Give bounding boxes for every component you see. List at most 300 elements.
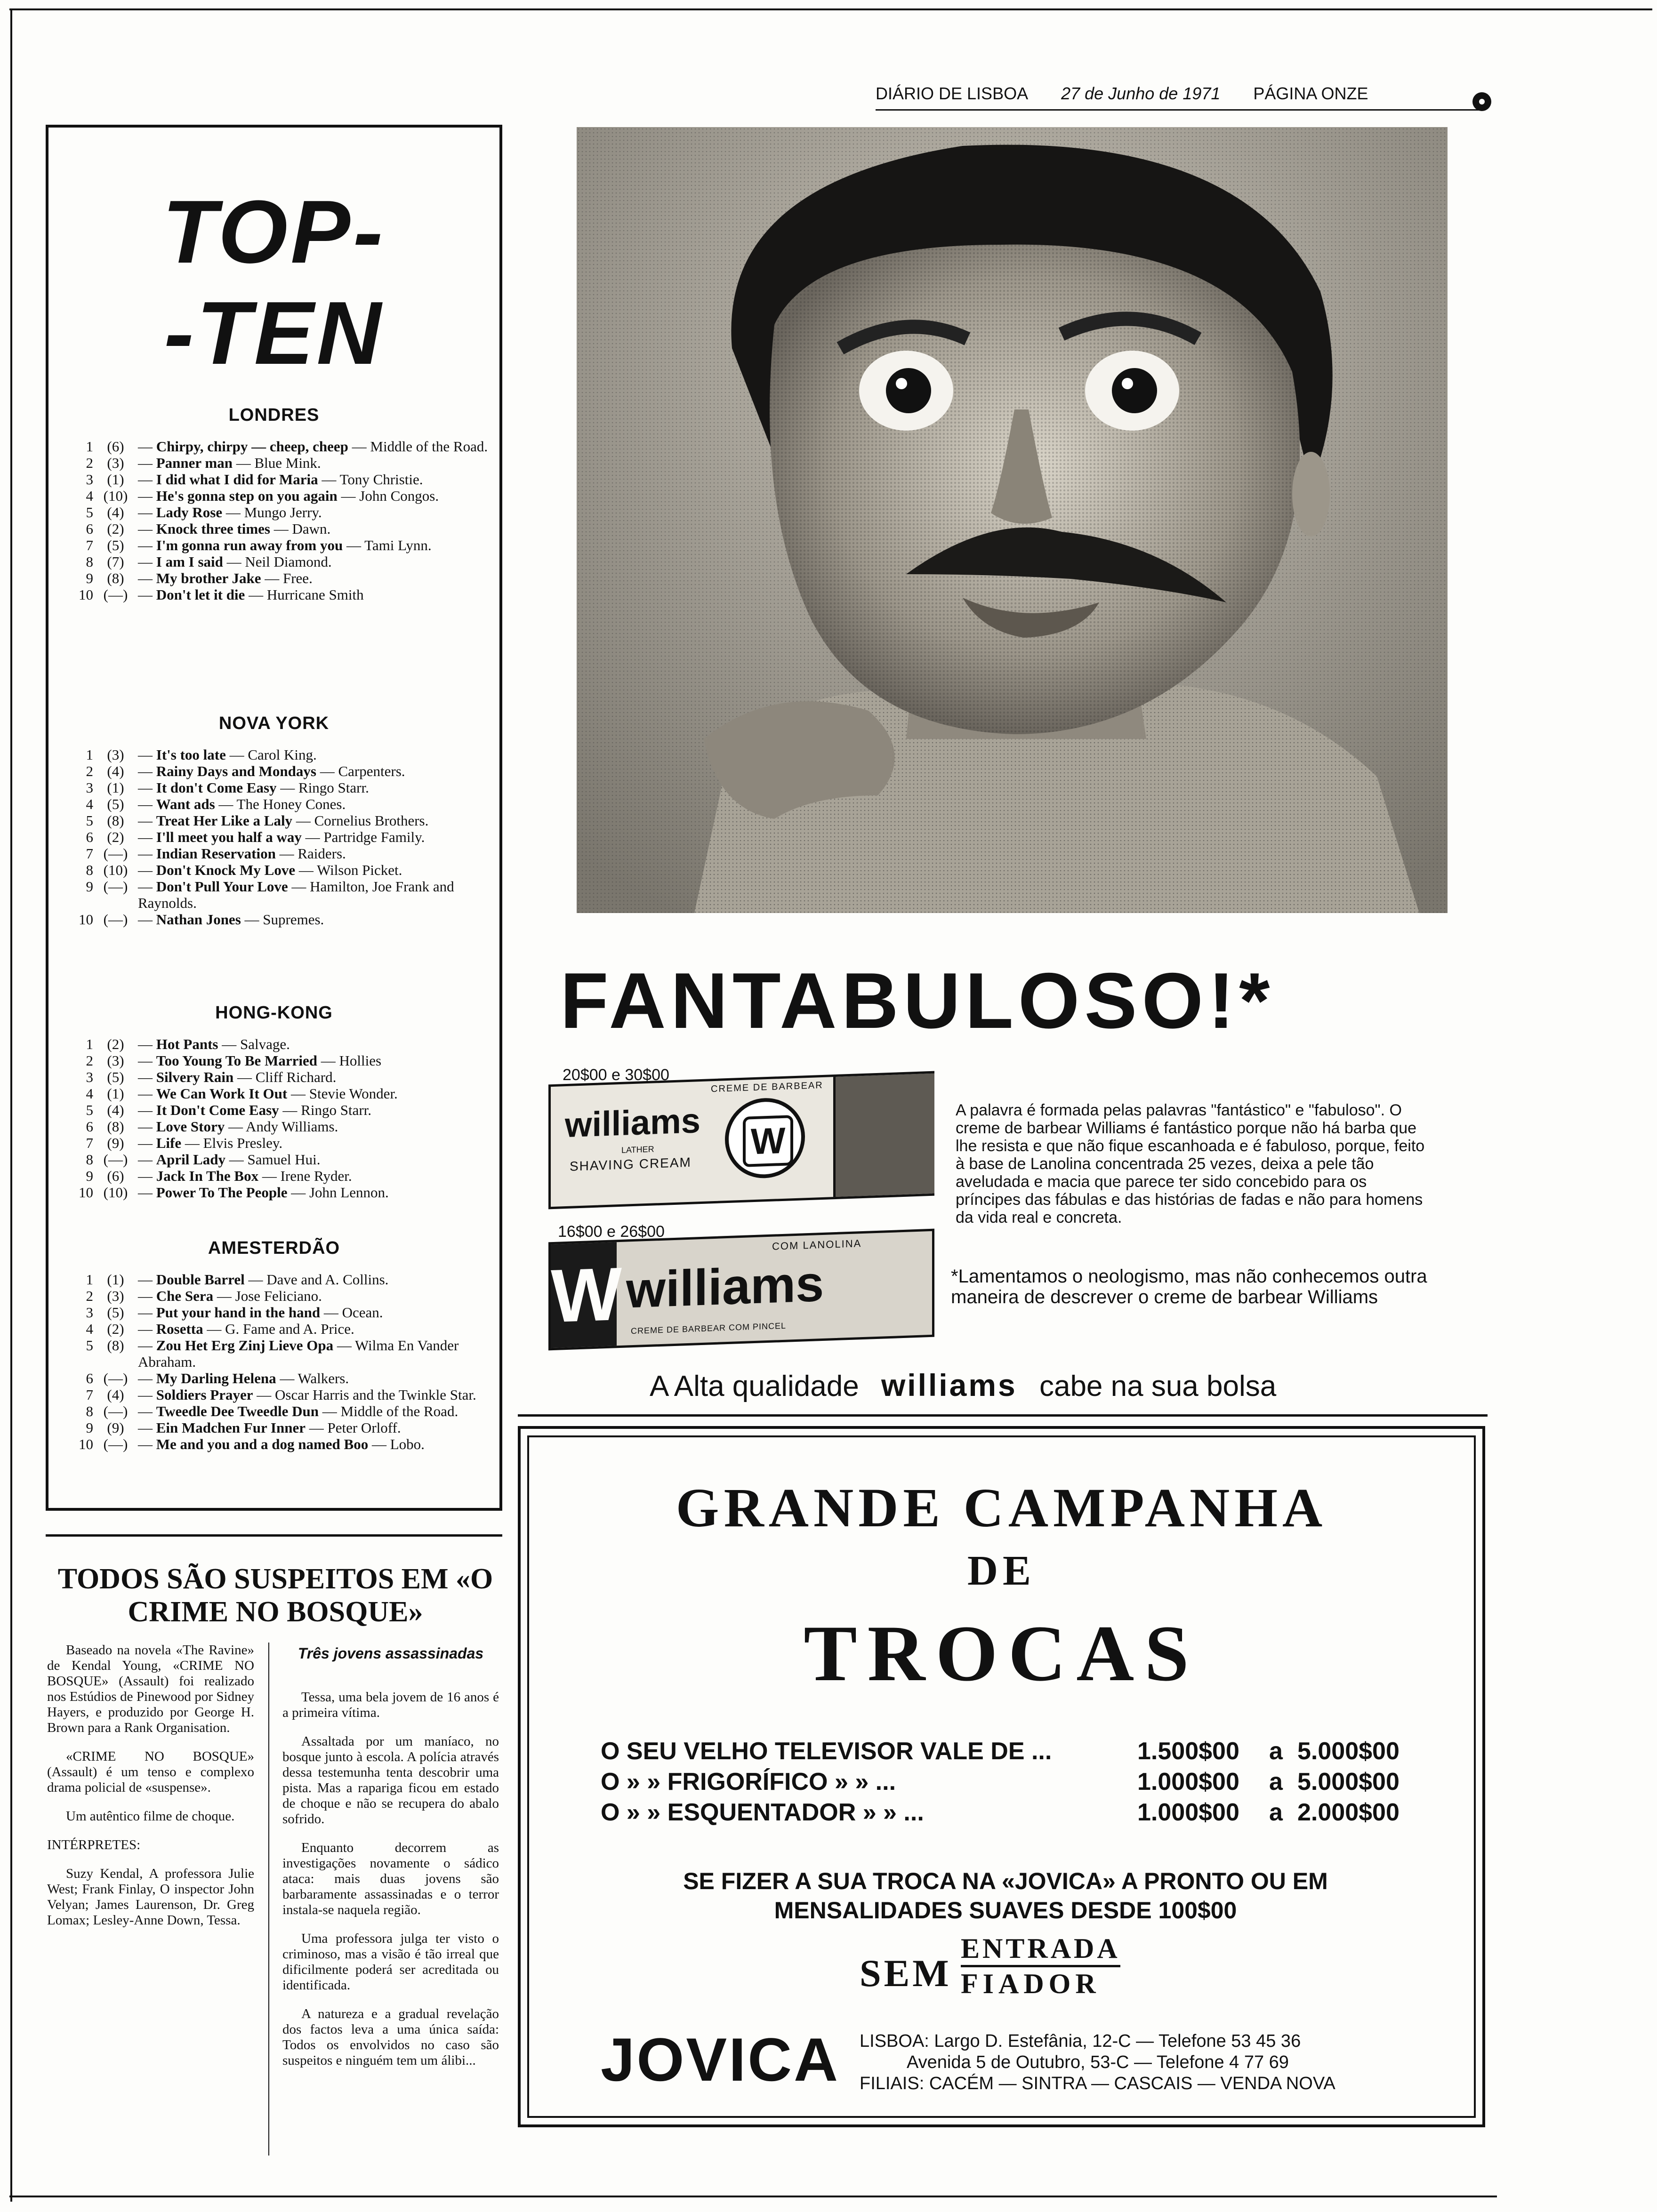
chart-position: 2 [86,763,93,779]
chart-position: 10 [79,1184,93,1201]
chart-song: — My brother Jake — Free. [138,570,313,586]
song-artist: — Elvis Presley. [181,1135,283,1151]
chart-song: — I did what I did for Maria — Tony Christie. [138,471,423,488]
chart-position: 1 [86,746,93,763]
product1-small-label: LATHER [621,1144,654,1155]
chart-previous-position: (7) [107,553,124,570]
product1-brand: williams [565,1101,700,1145]
chart-song: — Knock three times — Dawn. [138,521,331,537]
jovica-ad [518,1426,1485,2127]
chart-position: 4 [86,1321,93,1337]
song-title: Me and you and a dog named Boo [156,1436,369,1452]
bottom-rule [9,2196,1497,2197]
chart-entry [67,1036,519,1052]
chart-position: 7 [86,845,93,862]
article-paragraph: «CRIME NO BOSQUE» (Assault) é um tenso e complexo drama policial de «suspense». [47,1749,254,1795]
chart-song: — Indian Reservation — Raiders. [138,845,346,862]
song-title: Don't let it die [156,586,245,603]
chart-position: 10 [79,1436,93,1452]
top-ten-list [67,746,519,928]
chart-position: 8 [86,862,93,878]
product2-w-letter: W [551,1251,622,1338]
man-with-mustache-photo [577,127,1448,913]
chart-previous-position: (8) [107,1337,124,1354]
song-title: Treat Her Like a Laly [156,812,293,829]
song-title: Life [156,1135,182,1151]
song-title: I'm gonna run away from you [156,537,343,553]
song-title: Love Story [156,1118,225,1135]
jovica-line2: DE [967,1547,1036,1594]
song-artist: — John Congos. [337,488,439,504]
chart-previous-position: (1) [107,471,124,488]
song-artist: — Wilson Picket. [295,862,402,878]
trade-item-label: O SEU VELHO TELEVISOR VALE DE ... [601,1738,1052,1765]
chart-song: — Me and you and a dog named Boo — Lobo. [138,1436,425,1452]
song-title: Nathan Jones [156,911,241,928]
top-ten-title-line2: -TEN [164,283,384,383]
chart-entry [67,1102,519,1118]
chart-entry [67,553,519,570]
trade-value-to: 5.000$00 [1297,1738,1400,1765]
chart-entry [67,862,519,878]
chart-entry [67,796,519,812]
issue-date: 27 de Junho de 1971 [1061,84,1221,103]
chart-previous-position: (4) [107,1387,124,1403]
song-artist: — Raiders. [275,845,346,862]
chart-previous-position: (4) [107,763,124,779]
chart-position: 5 [86,1337,93,1354]
trade-value-separator: a [1269,1738,1283,1765]
chart-previous-position: (—) [103,878,128,895]
product2-brand: williams [626,1254,824,1319]
article-paragraph: Suzy Kendal, A professora Julie West; Frank Finlay, O inspector John Velyan; James Laurenson, Dr. Greg Lomax; Lesley-Anne Down, Tessa. [47,1866,254,1928]
song-title: Hot Pants [156,1036,218,1052]
chart-song: — Zou Het Erg Zinj Lieve Opa — Wilma En Vander Abraham. [138,1337,459,1370]
chart-song: — Don't Pull Your Love — Hamilton, Joe Frank and Raynolds. [138,878,454,911]
article-paragraph: Tessa, uma bela jovem de 16 anos é a primeira vítima. [282,1690,499,1720]
chart-entry [67,586,519,603]
trade-item-label: O » » FRIGORÍFICO » » ... [601,1768,896,1795]
chart-entry [67,763,519,779]
song-artist: — Jose Feliciano. [213,1288,322,1304]
chart-previous-position: (—) [103,1403,128,1419]
song-title: April Lady [156,1151,226,1168]
chart-previous-position: (8) [107,812,124,829]
song-title: Knock three times [156,521,270,537]
top-ten-title-line1: TOP- [162,182,386,282]
song-artist: — Peter Orloff. [305,1419,401,1436]
chart-position: 3 [86,1304,93,1321]
chart-song: — Ein Madchen Fur Inner — Peter Orloff. [138,1419,401,1436]
song-artist: — Hamilton, Joe Frank and Raynolds. [138,878,454,911]
chart-position: 8 [86,553,93,570]
chart-entry [67,1151,519,1168]
chart-entry [67,471,519,488]
product1-sub-label: SHAVING CREAM [570,1154,692,1174]
chart-position: 3 [86,471,93,488]
chart-previous-position: (4) [107,1102,124,1118]
top-rule [9,8,1652,10]
song-title: Power To The People [156,1184,288,1201]
article-paragraph: Um autêntico filme de choque. [66,1809,235,1824]
song-artist: — Andy Williams. [225,1118,338,1135]
song-title: Don't Pull Your Love [156,878,288,895]
chart-previous-position: (6) [107,1168,124,1184]
chart-entry [67,1135,519,1151]
chart-entry [67,521,519,537]
chart-position: 1 [86,438,93,455]
chart-previous-position: (3) [107,455,124,471]
chart-previous-position: (—) [103,845,128,862]
song-artist: — Ringo Starr. [276,779,369,796]
chart-position: 7 [86,1387,93,1403]
article-paragraph: Assaltada por um maníaco, no bosque junto à escola. A polícia através dessa testemunha tenta descobrir uma pista. Mas a rapariga ficou em estado de choque e não se recupera do abalo sofrido. [282,1734,499,1827]
chart-entry [67,845,519,862]
chart-position: 6 [86,829,93,845]
williams-w-logo-icon [725,1097,805,1179]
chart-entry [67,1337,519,1370]
song-artist: — Dave and A. Collins. [244,1271,389,1288]
song-title: It Don't Come Easy [156,1102,279,1118]
chart-entry [67,455,519,471]
chart-song: — It Don't Come Easy — Ringo Starr. [138,1102,372,1118]
top-ten-section-heading: HONG-KONG [215,1003,333,1023]
chart-song: — Too Young To Be Married — Hollies [138,1052,382,1069]
top-ten-section-heading: AMESTERDÃO [208,1238,340,1258]
chart-position: 1 [86,1271,93,1288]
chart-entry [67,1168,519,1184]
chart-previous-position: (2) [107,1036,124,1052]
chart-entry [67,1304,519,1321]
williams-tube-shaving-cream [548,1071,934,1210]
chart-song: — Che Sera — Jose Feliciano. [138,1288,322,1304]
jovica-address-3: FILIAIS: CACÉM — SINTRA — CASCAIS — VENDA NOVA [860,2074,1335,2093]
chart-entry [67,1436,519,1452]
chart-position: 9 [86,1419,93,1436]
chart-song: — I'm gonna run away from you — Tami Lynn. [138,537,432,553]
song-title: Rosetta [156,1321,203,1337]
song-artist: — John Lennon. [287,1184,389,1201]
chart-entry [67,1321,519,1337]
chart-song: — Life — Elvis Presley. [138,1135,283,1151]
song-title: Too Young To Be Married [156,1052,317,1069]
chart-previous-position: (—) [103,1151,128,1168]
chart-entry [67,1370,519,1387]
song-artist: — Mungo Jerry. [222,504,322,521]
chart-previous-position: (1) [107,1271,124,1288]
chart-previous-position: (2) [107,1321,124,1337]
trade-value-from: 1.500$00 [1137,1738,1239,1765]
song-title: Don't Knock My Love [156,862,296,878]
song-artist: — Partridge Family. [301,829,425,845]
song-title: Want ads [156,796,215,812]
chart-position: 5 [86,1102,93,1118]
chart-position: 2 [86,1052,93,1069]
chart-previous-position: (—) [103,586,128,603]
chart-entry [67,1184,519,1201]
paper-name: DIÁRIO DE LISBOA [876,84,1029,103]
top-ten-title [48,182,499,384]
trade-value-separator: a [1269,1768,1283,1795]
ad-separator-rule [518,1414,1488,1417]
chart-entry [67,570,519,586]
chart-entry [67,779,519,796]
jovica-address-2: Avenida 5 de Outubro, 53-C — Telefone 4 77 69 [907,2052,1289,2072]
article-top-rule [46,1534,502,1537]
song-title: We Can Work It Out [156,1085,288,1102]
chart-entry [67,1403,519,1419]
song-artist: — Cornelius Brothers. [292,812,429,829]
chart-previous-position: (9) [107,1419,124,1436]
chart-entry [67,1118,519,1135]
chart-song: — It don't Come Easy — Ringo Starr. [138,779,369,796]
chart-song: — We Can Work It Out — Stevie Wonder. [138,1085,398,1102]
jovica-line3: TROCAS [804,1609,1199,1698]
left-rule [10,8,12,2202]
chart-previous-position: (9) [107,1135,124,1151]
sem-label: SEM [860,1952,952,1995]
chart-previous-position: (2) [107,829,124,845]
top-ten-section-heading: NOVA YORK [218,713,330,733]
chart-song: — Don't Knock My Love — Wilson Picket. [138,862,402,878]
article-paragraph: Baseado na novela «The Ravine» de Kendal Young, «CRIME NO BOSQUE» (Assault) foi realizado nos Estúdios de Pinewood por Sidney Hayers, e produzido por George H. Brown para a Rank Organisation. [47,1643,254,1735]
chart-position: 4 [86,796,93,812]
trade-value-to: 5.000$00 [1297,1768,1400,1795]
product2-sub-label: CREME DE BARBEAR COM PINCEL [631,1321,787,1336]
chart-previous-position: (—) [103,1370,128,1387]
chart-song: — Jack In The Box — Irene Ryder. [138,1168,352,1184]
chart-song: — I'll meet you half a way — Partridge Family. [138,829,425,845]
chart-position: 6 [86,1370,93,1387]
song-artist: — Hollies [317,1052,382,1069]
chart-song: — I am I said — Neil Diamond. [138,553,332,570]
chart-position: 6 [86,1118,93,1135]
song-title: Panner man [156,455,233,471]
chart-song: — Treat Her Like a Laly — Cornelius Brothers. [138,812,429,829]
chart-entry [67,1069,519,1085]
song-artist: — Irene Ryder. [258,1168,352,1184]
chart-position: 9 [86,878,93,895]
article-paragraph: A natureza e a gradual revelação dos factos leva a uma única saída: Todos os envolvidos no caso são suspeitos e ninguém tem um álibi... [282,2006,499,2068]
page-bullet-icon [1472,92,1491,111]
song-title: Chirpy, chirpy — cheep, cheep [156,438,348,455]
chart-previous-position: (2) [107,521,124,537]
song-artist: — Wilma En Vander Abraham. [138,1337,459,1370]
chart-position: 2 [86,455,93,471]
song-artist: — G. Fame and A. Price. [203,1321,354,1337]
header-rule [876,109,1483,111]
song-title: Indian Reservation [156,845,276,862]
jovica-brand: JOVICA [601,2025,840,2094]
chart-song: — April Lady — Samuel Hui. [138,1151,321,1168]
chart-previous-position: (—) [103,1436,128,1452]
chart-position: 10 [79,911,93,928]
song-artist: — Stevie Wonder. [287,1085,398,1102]
top-ten-section-heading: LONDRES [228,405,320,425]
chart-position: 4 [86,488,93,504]
chart-entry [67,1387,519,1403]
price-small: 16$00 e 26$00 [558,1223,665,1241]
song-artist: — Lobo. [368,1436,425,1452]
chart-entry [67,746,519,763]
song-artist: — Carol King. [225,746,317,763]
song-artist: — Supremes. [241,911,324,928]
chart-song: — Nathan Jones — Supremes. [138,911,324,928]
song-artist: — Ringo Starr. [279,1102,372,1118]
williams-tagline [650,1367,1478,1403]
chart-position: 2 [86,1288,93,1304]
product2-top-label: COM LANOLINA [772,1237,862,1252]
advertisement-photo [577,127,1448,913]
song-title: It's too late [156,746,226,763]
chart-previous-position: (5) [107,537,124,553]
chart-song: — Don't let it die — Hurricane Smith [138,586,364,603]
williams-tube-lanolina [548,1229,934,1351]
chart-position: 9 [86,1168,93,1184]
chart-previous-position: (10) [103,862,128,878]
song-title: Tweedle Dee Tweedle Dun [156,1403,319,1419]
article-subhead: Três jovens assassinadas [298,1645,484,1662]
price-large: 20$00 e 30$00 [563,1066,669,1084]
williams-footnote: *Lamentamos o neologismo, mas não conhecemos outra maneira de descrever o creme de barbear Williams [951,1266,1427,1307]
chart-previous-position: (3) [107,1052,124,1069]
chart-song: — Put your hand in the hand — Ocean. [138,1304,383,1321]
trade-value-separator: a [1269,1799,1283,1826]
chart-song: — He's gonna step on you again — John Congos. [138,488,439,504]
song-title: Che Sera [156,1288,214,1304]
chart-position: 8 [86,1151,93,1168]
chart-song: — Power To The People — John Lennon. [138,1184,389,1201]
song-title: Rainy Days and Mondays [156,763,316,779]
song-title: Lady Rose [156,504,223,521]
chart-position: 4 [86,1085,93,1102]
song-title: Double Barrel [156,1271,245,1288]
song-artist: — Salvage. [218,1036,290,1052]
top-ten-list [67,438,519,603]
song-title: I did what I did for Maria [156,471,318,488]
song-title: I'll meet you half a way [156,829,302,845]
entrada-label: ENTRADA [961,1932,1120,1967]
song-artist: — Neil Diamond. [223,553,332,570]
chart-entry [67,1288,519,1304]
song-artist: — Middle of the Road. [348,438,488,455]
top-ten-box [46,125,502,1511]
chart-entry [67,812,519,829]
article-paragraph: INTÉRPRETES: [47,1837,141,1852]
chart-entry [67,878,519,911]
chart-position: 5 [86,812,93,829]
chart-entry [67,1271,519,1288]
song-title: Zou Het Erg Zinj Lieve Opa [156,1337,334,1354]
chart-entry [67,537,519,553]
chart-entry [67,438,519,455]
chart-song: — It's too late — Carol King. [138,746,317,763]
chart-song: — Rainy Days and Mondays — Carpenters. [138,763,405,779]
chart-position: 7 [86,537,93,553]
chart-previous-position: (1) [107,1085,124,1102]
song-artist: — Free. [261,570,313,586]
trade-value-to: 2.000$00 [1297,1799,1400,1826]
chart-song: — Tweedle Dee Tweedle Dun — Middle of the Road. [138,1403,458,1419]
chart-song: — Lady Rose — Mungo Jerry. [138,504,322,521]
chart-entry [67,829,519,845]
song-artist: — Middle of the Road. [319,1403,458,1419]
chart-position: 3 [86,779,93,796]
chart-entry [67,488,519,504]
chart-previous-position: (5) [107,1304,124,1321]
chart-song: — Rosetta — G. Fame and A. Price. [138,1321,354,1337]
song-artist: — Dawn. [270,521,331,537]
chart-song: — Want ads — The Honey Cones. [138,796,346,812]
w-logo-inner [743,1115,793,1167]
article-column-1 [47,1643,254,1941]
chart-previous-position: (8) [107,1118,124,1135]
williams-headline: FANTABULOSO!* [560,956,1275,1045]
song-artist: — The Honey Cones. [215,796,346,812]
song-title: Ein Madchen Fur Inner [156,1419,306,1436]
chart-previous-position: (3) [107,746,124,763]
jovica-address-1: LISBOA: Largo D. Estefânia, 12-C — Telefone 53 45 36 [860,2031,1301,2051]
chart-previous-position: (1) [107,779,124,796]
chart-previous-position: (3) [107,1288,124,1304]
song-artist: — Cliff Richard. [233,1069,337,1085]
song-title: He's gonna step on you again [156,488,338,504]
song-artist: — Hurricane Smith [245,586,364,603]
song-title: My brother Jake [156,570,261,586]
trade-item-label: O » » ESQUENTADOR » » ... [601,1799,924,1826]
song-artist: — Blue Mink. [232,455,321,471]
chart-song: — Silvery Rain — Cliff Richard. [138,1069,337,1085]
chart-song: — Love Story — Andy Williams. [138,1118,338,1135]
trade-value-from: 1.000$00 [1137,1768,1239,1795]
chart-previous-position: (10) [103,488,128,504]
tagline-brand: williams [881,1368,1017,1403]
tagline-part-a: A Alta qualidade [650,1370,859,1403]
chart-position: 7 [86,1135,93,1151]
trade-value-from: 1.000$00 [1137,1799,1239,1826]
chart-position: 6 [86,521,93,537]
page-number: PÁGINA ONZE [1253,84,1368,103]
song-artist: — Oscar Harris and the Twinkle Star. [253,1387,476,1403]
song-artist: — Samuel Hui. [225,1151,321,1168]
chart-position: 5 [86,504,93,521]
top-ten-list [67,1271,519,1452]
chart-entry [67,911,519,928]
chart-previous-position: (6) [107,438,124,455]
song-title: Soldiers Prayer [156,1387,253,1403]
article-headline: TODOS SÃO SUSPEITOS EM «O CRIME NO BOSQUE» [57,1563,493,1628]
song-title: I am I said [156,553,223,570]
fiador-label: FIADOR [961,1968,1101,1999]
chart-song: — My Darling Helena — Walkers. [138,1370,349,1387]
chart-song: — Soldiers Prayer — Oscar Harris and the Twinkle Star. [138,1387,476,1403]
chart-entry [67,1052,519,1069]
song-title: My Darling Helena [156,1370,276,1387]
jovica-line1: GRANDE CAMPANHA [676,1477,1327,1539]
chart-entry [67,1085,519,1102]
williams-body-text: A palavra é formada pelas palavras "fantástico" e "fabuloso". O creme de barbear Williams é fantástico porque não há barba que lhe resista e que não fique escanhoada e é fabuloso, porque, feito à base de Lanolina concentrada 25 vezes, deixa a pele tão aveludada e macia que parece ter sido concebido para os príncipes das fábulas e das histórias de fadas e não para homens da vida real e concreta. [956,1101,1425,1226]
article-column-2 [282,1690,499,2082]
chart-previous-position: (5) [107,796,124,812]
song-title: Jack In The Box [156,1168,259,1184]
chart-song: — Hot Pants — Salvage. [138,1036,290,1052]
jovica-offer: SE FIZER A SUA TROCA NA «JOVICA» A PRONTO OU EM MENSALIDADES SUAVES DESDE 100$00 [683,1868,1328,1923]
chart-previous-position: (—) [103,911,128,928]
top-ten-list [67,1036,519,1201]
tagline-part-b: cabe na sua bolsa [1039,1370,1277,1403]
chart-previous-position: (10) [103,1184,128,1201]
article-paragraph: Enquanto decorrem as investigações novamente o sádico ataca: mais duas jovens são barbaramente assassinadas e o terror instala-se naquela região. [282,1840,499,1917]
